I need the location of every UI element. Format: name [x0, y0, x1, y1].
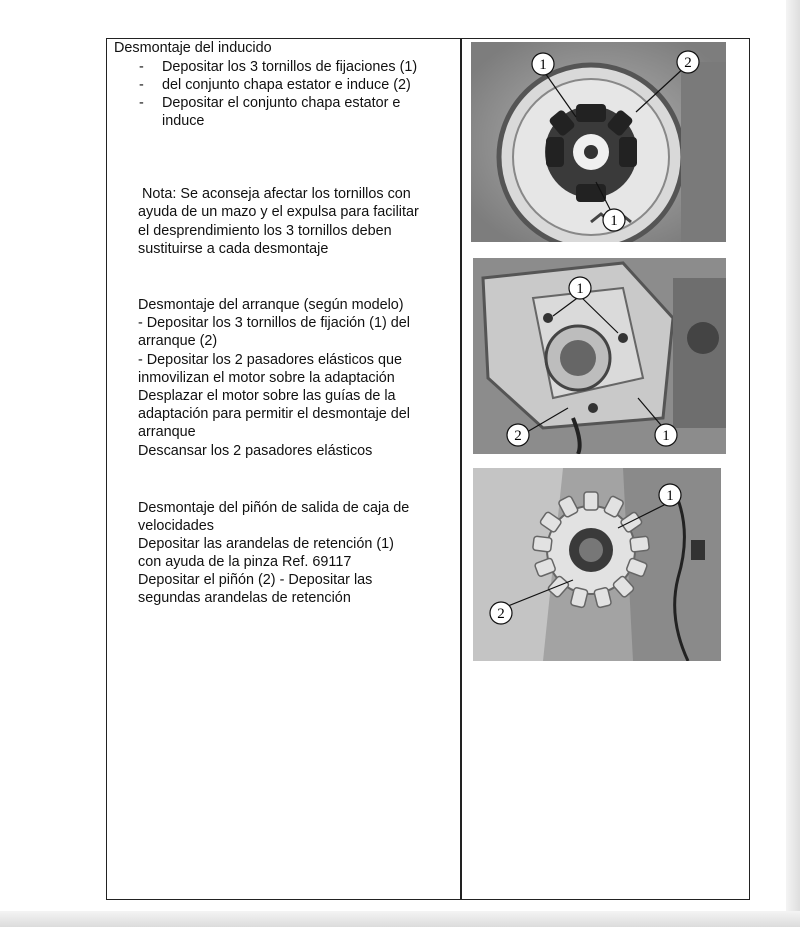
callout-label: 2	[497, 606, 505, 622]
sprocket-photo	[473, 468, 721, 661]
page-edge-bottom	[0, 911, 800, 927]
step-text: Descansar los 2 pasadores elásticos	[138, 443, 373, 459]
section-title-arranque: Desmontaje del arranque (según modelo)	[138, 297, 404, 313]
note-text: Nota: Se aconseja afectar los tornillos con	[142, 186, 411, 202]
note-text: el desprendimiento los 3 tornillos deben	[138, 223, 392, 239]
step-text: arranque (2)	[138, 333, 218, 349]
step-text: segundas arandelas de retención	[138, 590, 351, 606]
step-text: Desplazar el motor sobre las guías de la	[138, 388, 396, 404]
callout-label: 1	[610, 213, 618, 229]
step-text: induce	[162, 113, 205, 129]
column-divider	[460, 38, 462, 900]
callout-label: 2	[514, 428, 522, 444]
callout-label: 1	[662, 428, 670, 444]
starter-photo	[473, 258, 726, 454]
bullet-dash: -	[139, 95, 144, 111]
callout-label: 1	[576, 281, 584, 297]
step-text: Depositar el piñón (2) - Depositar las	[138, 572, 373, 588]
callout-label: 2	[684, 55, 692, 71]
step-text: - Depositar los 3 tornillos de fijación (1) del	[138, 315, 410, 331]
section-title-pinon: Desmontaje del piñón de salida de caja de	[138, 500, 410, 516]
callout-label: 1	[539, 57, 547, 73]
callout-label: 1	[666, 488, 674, 504]
step-text: Depositar los 3 tornillos de fijaciones (1)	[162, 59, 418, 75]
note-text: sustituirse a cada desmontaje	[138, 241, 329, 257]
step-text: - Depositar los 2 pasadores elásticos que	[138, 352, 402, 368]
step-text: inmovilizan el motor sobre la adaptación	[138, 370, 395, 386]
page-edge-right	[786, 0, 800, 927]
bullet-dash: -	[139, 59, 144, 75]
step-text: velocidades	[138, 518, 215, 534]
step-text: arranque	[138, 424, 196, 440]
stator-photo	[471, 42, 726, 242]
step-text: adaptación para permitir el desmontaje del	[138, 406, 410, 422]
step-text: Depositar las arandelas de retención (1)	[138, 536, 394, 552]
bullet-dash: -	[139, 77, 144, 93]
section-title-inducido: Desmontaje del inducido	[114, 40, 272, 56]
step-text: del conjunto chapa estator e induce (2)	[162, 77, 411, 93]
step-text: Depositar el conjunto chapa estator e	[162, 95, 401, 111]
note-text: ayuda de un mazo y el expulsa para facilitar	[138, 204, 419, 220]
step-text: con ayuda de la pinza Ref. 69117	[138, 554, 352, 570]
